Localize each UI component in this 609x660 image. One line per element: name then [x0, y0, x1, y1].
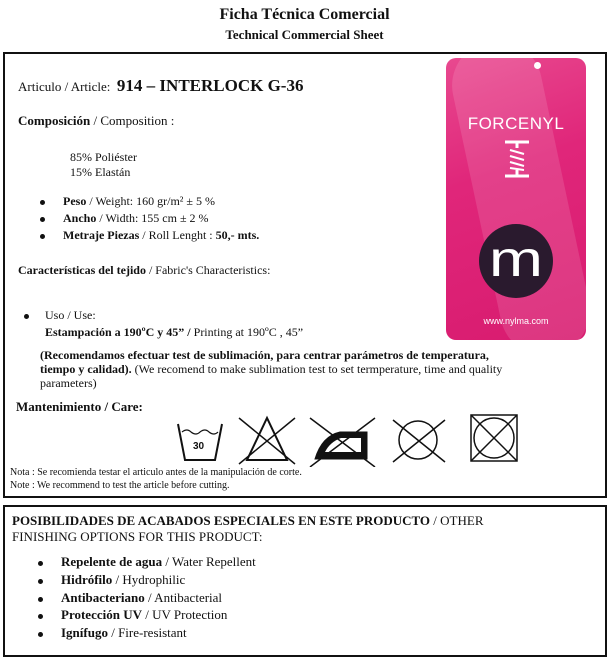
use-label: Uso / Use:	[45, 308, 96, 322]
characteristics-label: Características del tejido	[18, 263, 146, 277]
spring-icon	[504, 140, 530, 178]
tag-brand: FORCENYL	[467, 114, 565, 133]
spec-width	[63, 211, 209, 226]
spec-label-en: / Roll Lenght :	[139, 228, 216, 242]
finishing-item	[61, 572, 185, 588]
no-tumble-dry-icon	[471, 415, 517, 461]
finishing-item-en: / Fire-resistant	[107, 625, 187, 640]
recommendation-line2	[40, 362, 502, 377]
care-icons	[175, 412, 525, 467]
composition-label: Composición	[18, 113, 91, 128]
product-tag-image	[446, 58, 586, 340]
composition-label-en: / Composition :	[90, 113, 175, 128]
finishing-item-en: / Hydrophilic	[112, 572, 186, 587]
spec-value: 50,- mts.	[215, 228, 260, 242]
finishing-item-en: / Water Repellent	[162, 554, 256, 569]
page-title: Ficha Técnica Comercial	[219, 6, 390, 23]
finishing-item	[61, 607, 227, 623]
spec-weight	[63, 194, 215, 209]
wash-30-icon	[178, 424, 222, 460]
use-en: Printing at 190ºC , 45”	[193, 325, 304, 339]
finishing-title	[12, 513, 484, 529]
care-heading: Mantenimiento / Care:	[16, 399, 143, 414]
composition-heading	[18, 113, 174, 129]
use-line	[45, 325, 303, 340]
recommendation-es: (Recomendamos efectuar test de sublimación, para centrar parámetros de temperatura,	[40, 348, 489, 362]
article-code: 914 – INTERLOCK G-36	[116, 76, 304, 95]
spec-roll-length	[63, 228, 259, 243]
recommendation-es2: tiempo y calidad).	[40, 362, 132, 376]
spec-value: / Width: 155 cm ± 2 %	[96, 211, 209, 225]
recommendation-en: (We recomend to make sublimation test to set termperature, time and quality	[131, 362, 503, 376]
no-dry-clean-icon	[393, 420, 445, 462]
finishing-title-es: POSIBILIDADES DE ACABADOS ESPECIALES EN ESTE PRODUCTO	[12, 513, 431, 528]
recommendation-line3: parameters)	[40, 376, 97, 390]
spec-label: Ancho	[63, 211, 97, 225]
characteristics-label-en: / Fabric's Characteristics:	[145, 263, 271, 277]
no-bleach-icon	[239, 418, 295, 464]
finishing-item	[61, 590, 222, 606]
finishing-item	[61, 554, 256, 570]
logo-circle	[479, 224, 553, 298]
finishing-title-en: / OTHER	[430, 513, 484, 528]
finishing-item-en: / Antibacterial	[144, 590, 223, 605]
finishing-item	[61, 625, 187, 641]
composition-item: 15% Elastán	[70, 165, 131, 179]
finishing-item-es: Hidrófilo	[61, 572, 113, 587]
finishing-item-es: Repelente de agua	[61, 554, 163, 569]
spec-value: / Weight: 160 gr/m² ± 5 %	[86, 194, 215, 208]
note-es: Nota : Se recomienda testar el articulo antes de la manipulación de corte.	[10, 467, 302, 478]
article-label: Articulo / Article:	[18, 79, 111, 94]
use-es: Estampación a 190ºC y 45” /	[45, 325, 194, 339]
article-line	[18, 76, 303, 96]
no-iron-icon	[310, 418, 375, 467]
finishing-title-en2: FINISHING OPTIONS FOR THIS PRODUCT:	[12, 529, 263, 544]
finishing-item-en: / UV Protection	[141, 607, 228, 622]
page-subtitle: Technical Commercial Sheet	[225, 27, 384, 42]
spec-label: Peso	[63, 194, 87, 208]
composition-item: 85% Poliéster	[70, 150, 137, 164]
tag-logo: m	[488, 231, 544, 287]
note-en: Note : We recommend to test the article before cutting.	[10, 480, 230, 491]
tag-url: www.nylma.com	[483, 316, 549, 326]
finishing-item-es: Antibacteriano	[61, 590, 145, 605]
svg-text:30: 30	[193, 441, 205, 452]
finishing-item-es: Protección UV	[61, 607, 142, 622]
characteristics-heading	[18, 263, 270, 278]
finishing-item-es: Ignífugo	[61, 625, 108, 640]
spec-label: Metraje Piezas	[63, 228, 140, 242]
